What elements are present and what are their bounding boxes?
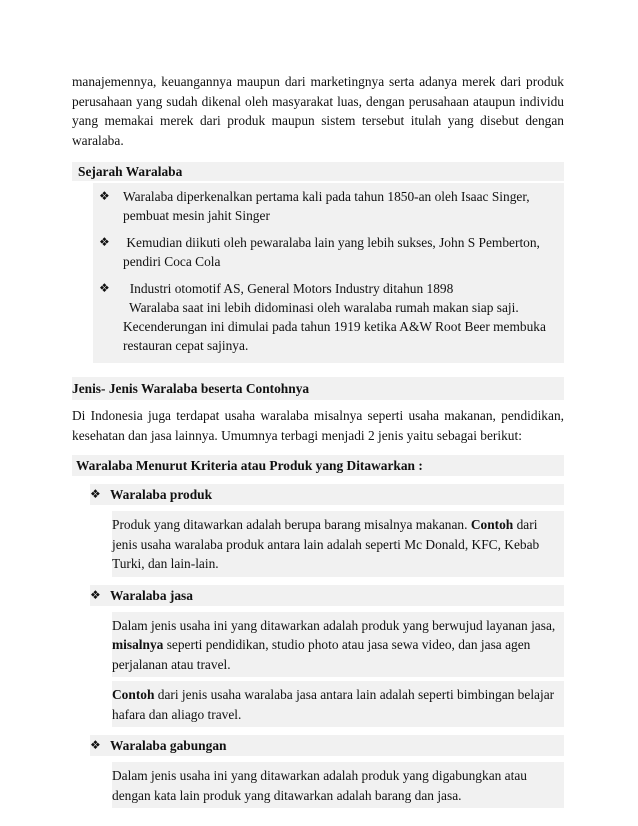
sejarah-list: [93, 183, 564, 363]
text-run-bold: Contoh: [112, 687, 155, 702]
sejarah-item-text: Waralaba diperkenalkan pertama kali pada tahun 1850-an oleh Isaac Singer, pembuat mesin jahit Singer: [123, 189, 530, 223]
jasa-title: Waralaba jasa: [110, 587, 193, 603]
produk-subheading: [90, 484, 564, 505]
text-run-bold: misalnya: [112, 637, 164, 652]
gabungan-subheading: [90, 735, 564, 756]
diamond-bullet-icon: ❖: [99, 189, 110, 203]
sejarah-item-text: Kemudian diikuti oleh pewaralaba lain yang lebih sukses, John S Pemberton, pendiri Coca Cola: [123, 235, 544, 269]
diamond-bullet-icon: ❖: [99, 281, 110, 295]
diamond-bullet-icon: ❖: [90, 487, 101, 501]
sejarah-item-text: [123, 279, 558, 355]
diamond-bullet-icon: ❖: [90, 738, 101, 752]
jasa-description: [112, 612, 564, 678]
gabungan-title: Waralaba gabungan: [110, 738, 227, 753]
sejarah-item-line: Industri otomotif AS, General Motors Industry ditahun 1898: [123, 281, 454, 296]
diamond-bullet-icon: ❖: [90, 587, 101, 602]
sejarah-item-3: [99, 279, 558, 355]
jenis-heading: Jenis- Jenis Waralaba beserta Contohnya: [72, 377, 564, 400]
sejarah-heading: Sejarah Waralaba: [72, 162, 564, 181]
text-run: seperti pendidikan, studio photo atau jasa sewa video, dan jasa agen perjalanan atau travel.: [112, 637, 531, 672]
jasa-example: [112, 681, 564, 727]
text-run: Produk yang ditawarkan adalah berupa barang misalnya makanan.: [112, 517, 471, 532]
jasa-example-paragraph: [112, 685, 560, 724]
produk-title: Waralaba produk: [110, 487, 213, 502]
text-run: dari jenis usaha waralaba produk antara lain adalah seperti Mc Donald, KFC, Kebab Turki, dan lain-lain.: [112, 517, 540, 571]
kriteria-heading: Waralaba Menurut Kriteria atau Produk yang Ditawarkan :: [72, 455, 564, 476]
diamond-bullet-icon: ❖: [99, 235, 110, 249]
jenis-paragraph: Di Indonesia juga terdapat usaha waralaba misalnya seperti usaha makanan, pendidikan, kesehatan dan jasa lainnya. Umumnya terbagi menjadi 2 jenis yaitu sebagai berikut:: [72, 408, 564, 443]
gabungan-description: [112, 762, 564, 808]
text-run-bold: Contoh: [470, 517, 514, 532]
sejarah-item-2: [99, 233, 558, 271]
gabungan-paragraph: Dalam jenis usaha ini yang ditawarkan adalah produk yang digabungkan atau dengan kata lain produk yang ditawarkan adalah barang dan jasa.: [112, 768, 527, 803]
produk-description: [112, 511, 564, 577]
document-page: [72, 70, 564, 808]
jasa-paragraph: [112, 616, 560, 675]
text-run: Dalam jenis usaha ini yang ditawarkan adalah produk yang berwujud layanan jasa,: [112, 617, 556, 633]
text-run: dari jenis usaha waralaba jasa antara lain adalah seperti bimbingan belajar hafara dan aliago travel.: [112, 687, 555, 722]
produk-paragraph: [112, 515, 560, 574]
intro-paragraph: manajemennya, keuangannya maupun dari marketingnya serta adanya merek dari produk perusahaan yang sudah dikenal oleh masyarakat luas, dengan perusahaan ataupun individu yang memakai merek dari produk maupun sistem tersebut itulah yang disebut dengan waralaba.: [72, 74, 564, 148]
sejarah-item-line: Kecenderungan ini dimulai pada tahun 1919 ketika A&W Root Beer membuka restauran cepat sajinya.: [123, 319, 546, 353]
sejarah-item-line: Waralaba saat ini lebih didominasi oleh waralaba rumah makan siap saji.: [129, 300, 519, 315]
jasa-subheading: [90, 585, 564, 606]
sejarah-item-1: [99, 187, 558, 225]
